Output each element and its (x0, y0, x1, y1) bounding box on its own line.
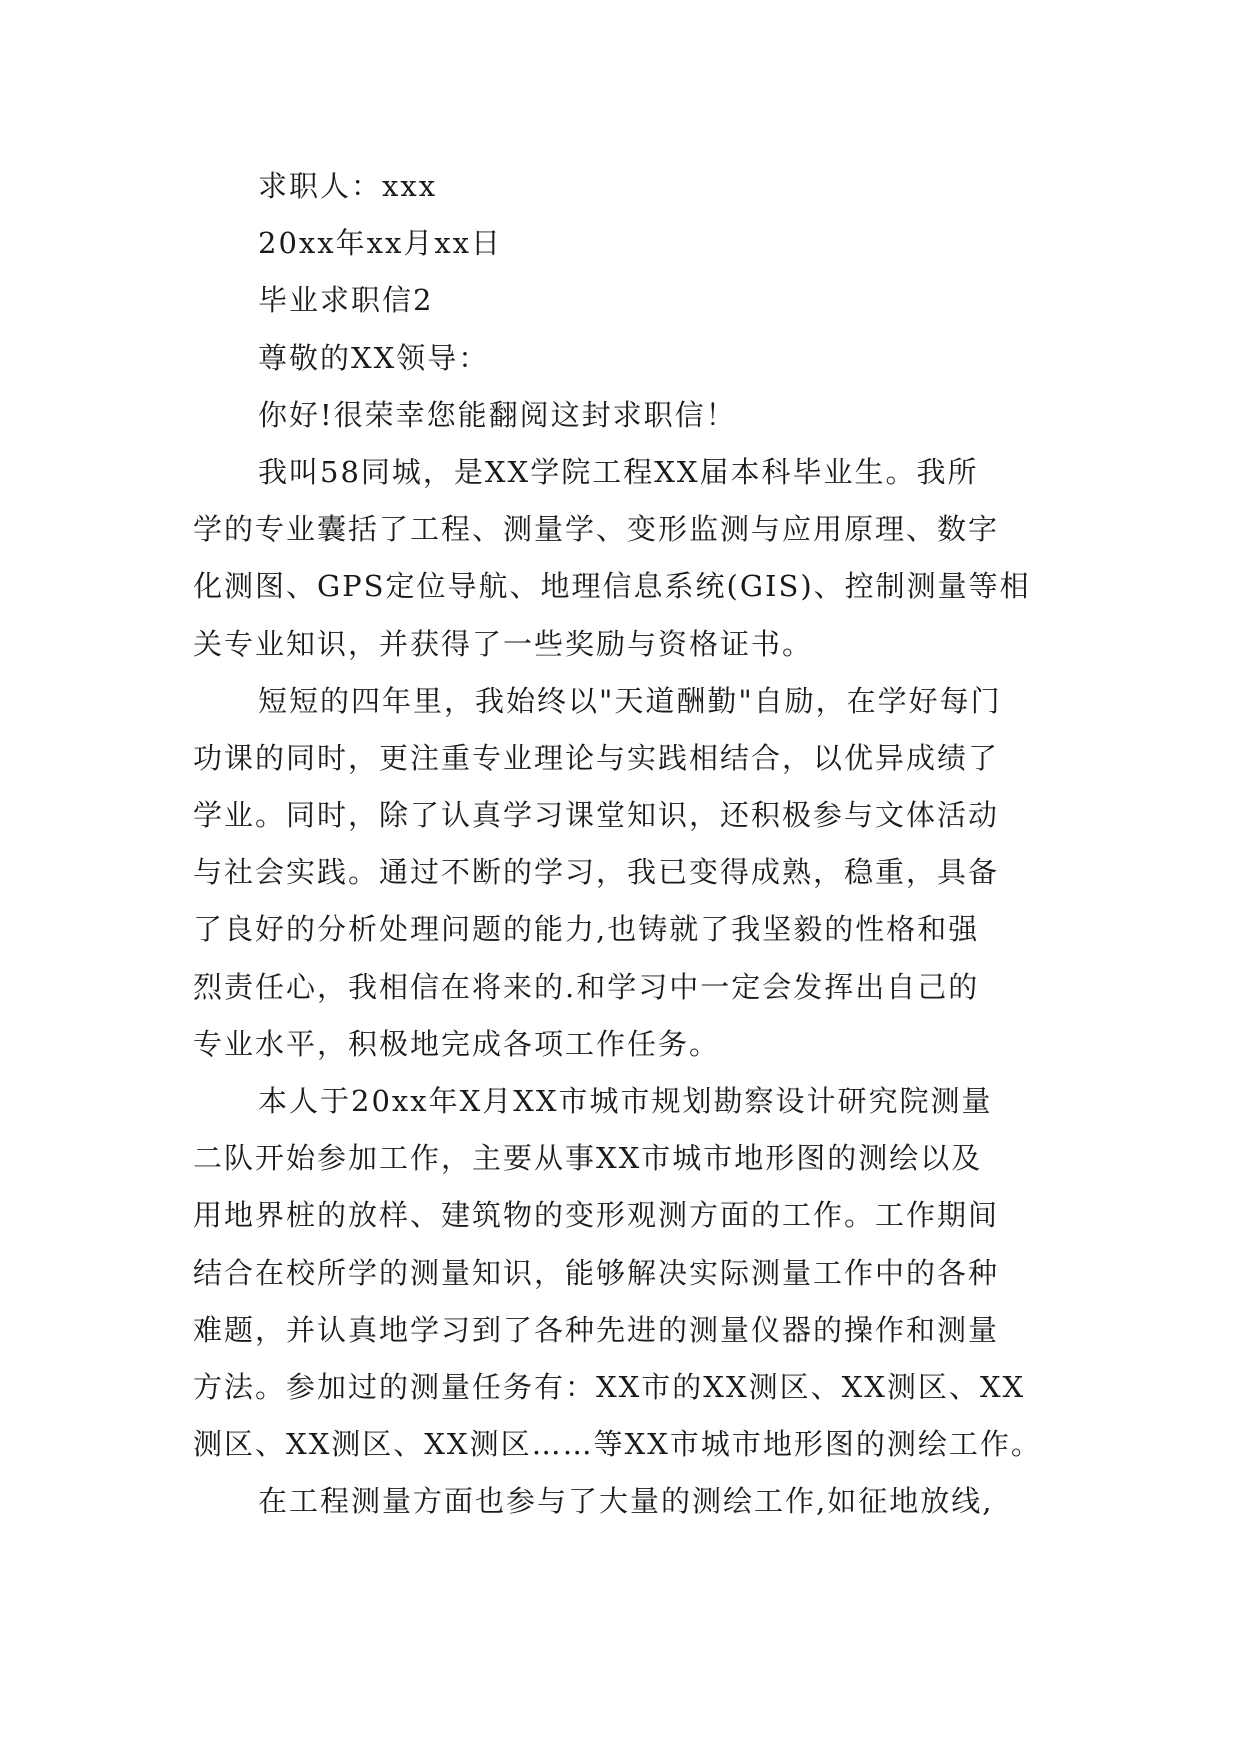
paragraph-line: 在工程测量方面也参与了大量的测绘工作,如征地放线, (258, 1484, 994, 1519)
paragraph-line: 功课的同时，更注重专业理论与实践相结合，以优异成绩了 (193, 740, 1000, 775)
letter-title: 毕业求职信2 (258, 283, 434, 318)
paragraph-line: 用地界桩的放样、建筑物的变形观测方面的工作。工作期间 (193, 1198, 1000, 1233)
paragraph-line: 了良好的分析处理问题的能力,也铸就了我坚毅的性格和强 (193, 912, 980, 947)
paragraph-line: 学业。同时，除了认真学习课堂知识，还积极参与文体活动 (193, 798, 1000, 833)
paragraph-line: 难题，并认真地学习到了各种先进的测量仪器的操作和测量 (193, 1312, 1000, 1347)
paragraph-line: 测区、XX测区、XX测区……等XX市城市地形图的测绘工作。 (193, 1427, 1042, 1462)
date-line: 20xx年xx月xx日 (258, 226, 503, 261)
paragraph-line: 专业水平，积极地完成各项工作任务。 (193, 1026, 721, 1061)
greeting-line: 你好!很荣幸您能翻阅这封求职信！ (258, 397, 737, 432)
paragraph-line: 关专业知识，并获得了一些奖励与资格证书。 (193, 626, 814, 661)
letter-body (193, 158, 1063, 1531)
paragraph-line: 烈责任心，我相信在将来的.和学习中一定会发挥出自己的 (193, 969, 980, 1004)
paragraph-line: 本人于20xx年X月XX市城市规划勘察设计研究院测量 (258, 1084, 993, 1118)
paragraph-line: 结合在校所学的测量知识，能够解决实际测量工作中的各种 (193, 1255, 1000, 1290)
applicant-line: 求职人：xxx (258, 169, 438, 203)
paragraph-line: 短短的四年里，我始终以"天道酬勤"自励，在学好每门 (258, 683, 1002, 718)
paragraph-line: 我叫58同城，是XX学院工程XX届本科毕业生。我所 (258, 454, 979, 489)
paragraph-line: 二队开始参加工作，主要从事XX市城市地形图的测绘以及 (193, 1141, 983, 1176)
paragraph-line: 化测图、GPS定位导航、地理信息系统(GIS)、控制测量等相 (193, 569, 1031, 604)
paragraph-line: 与社会实践。通过不断的学习，我已变得成熟，稳重，具备 (193, 855, 1000, 890)
paragraph-line: 学的专业囊括了工程、测量学、变形监测与应用原理、数字 (193, 512, 1000, 547)
salutation-line: 尊敬的XX领导： (258, 340, 490, 375)
paragraph-line: 方法。参加过的测量任务有：XX市的XX测区、XX测区、XX (193, 1369, 1026, 1404)
